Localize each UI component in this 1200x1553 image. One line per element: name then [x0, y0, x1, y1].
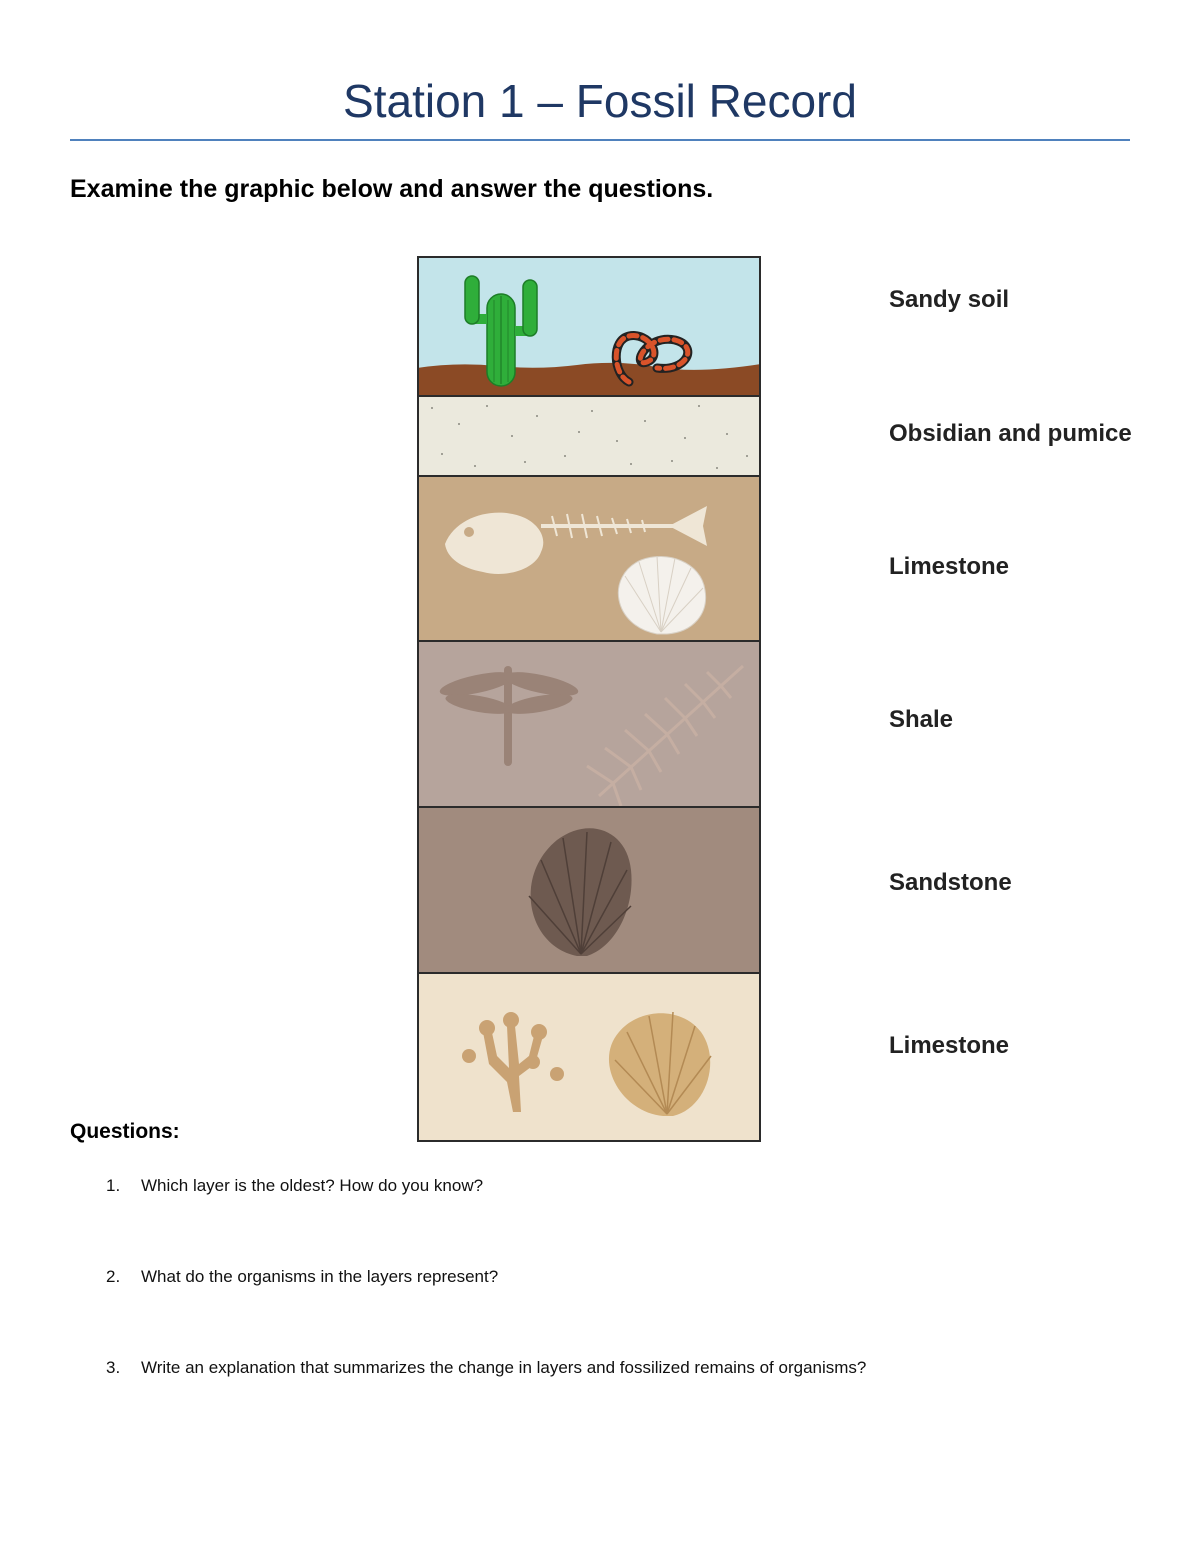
layer-label-limestone-lower: Limestone: [889, 1032, 1010, 1059]
title-underline: [70, 139, 1130, 141]
question-item: [106, 1176, 483, 1196]
rock-strata-graphic: [417, 256, 761, 1142]
layer-obsidian-pumice: [417, 396, 761, 476]
layer-label-obsidian-pumice: Obsidian and pumice: [889, 420, 1132, 447]
instruction-text: Examine the graphic below and answer the questions.: [70, 175, 714, 203]
question-text: Which layer is the oldest? How do you know?: [141, 1176, 484, 1195]
question-number: 3.: [106, 1358, 121, 1377]
scallop-shell-fossil-icon: [618, 556, 705, 634]
page-title: Station 1 – Fossil Record: [343, 75, 857, 127]
layer-label-limestone-upper: Limestone: [889, 553, 1010, 580]
question-text: Write an explanation that summarizes the change in layers and fossilized remains of organisms?: [141, 1358, 867, 1377]
question-number: 2.: [106, 1267, 121, 1286]
layer-label-shale: Shale: [889, 706, 954, 733]
question-number: 1.: [106, 1176, 121, 1195]
layer-label-sandstone: Sandstone: [889, 869, 1012, 896]
questions-heading: Questions:: [70, 1120, 180, 1143]
question-item: [106, 1267, 498, 1287]
question-text: What do the organisms in the layers represent?: [141, 1267, 499, 1286]
layer-shale: [417, 641, 761, 807]
layer-limestone-lower: [417, 973, 761, 1142]
question-item: [106, 1358, 866, 1378]
layer-sandy-soil: [417, 256, 761, 396]
layer-label-sandy-soil: Sandy soil: [889, 286, 1010, 313]
layer-limestone-upper: [417, 476, 761, 641]
layer-sandstone: [417, 807, 761, 973]
